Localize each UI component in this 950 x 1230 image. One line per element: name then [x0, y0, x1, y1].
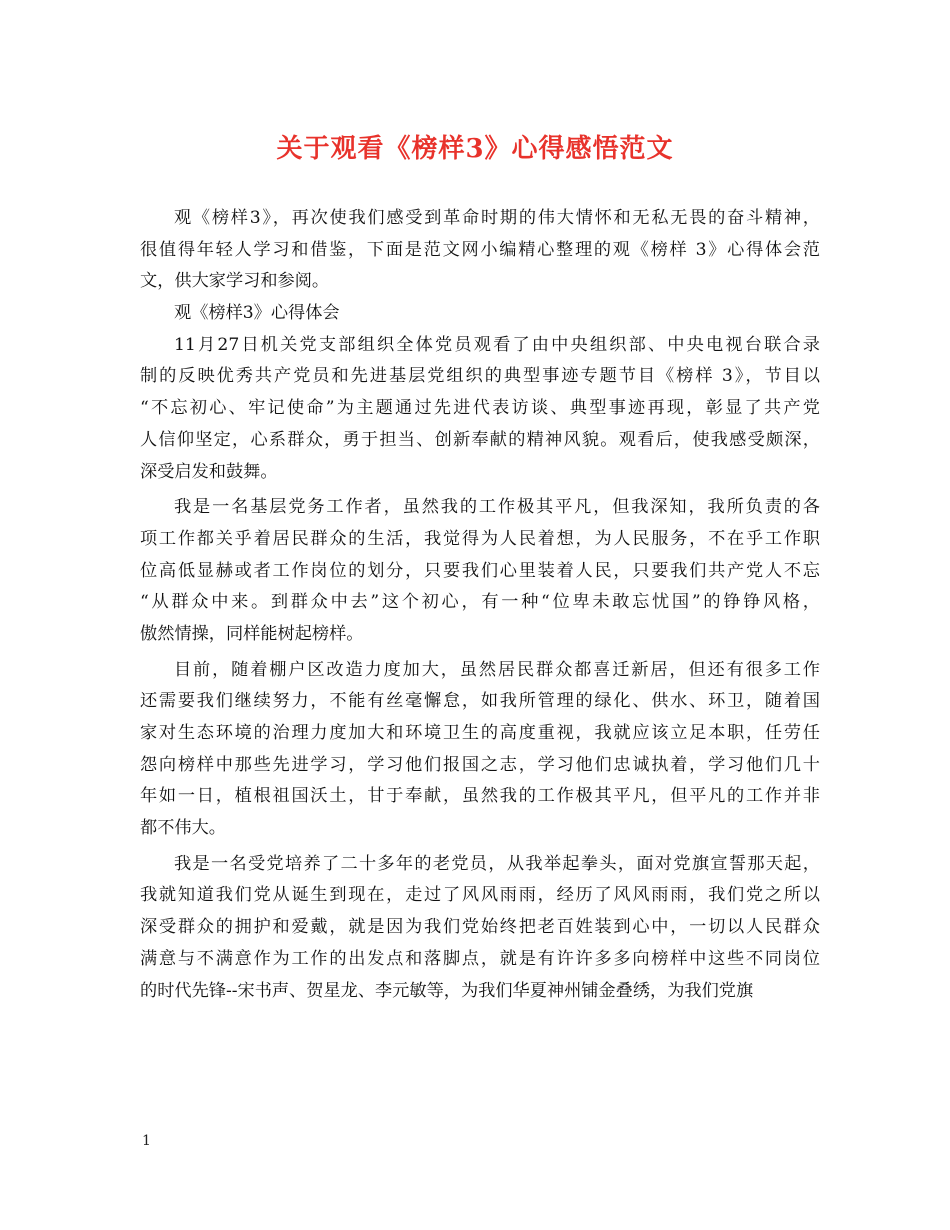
text-line: 位高低显赫或者工作岗位的划分，只要我们心里装着人民，只要我们共产党人不忘 [140, 560, 820, 581]
text-line: “不忘初心、牢记使命”为主题通过先进代表访谈、典型事迹再现，彰显了共产党 [140, 398, 820, 419]
text-line: 目前，随着棚户区改造力度加大，虽然居民群众都喜迁新居，但还有很多工作 [174, 659, 820, 680]
text-line: 深受启发和鼓舞。 [140, 461, 278, 482]
text-line: 还需要我们继续努力，不能有丝毫懈怠，如我所管理的绿化、供水、环卫，随着国 [140, 691, 820, 712]
text-line: 文，供大家学习和参阅。 [140, 271, 330, 292]
text-line: 年如一日，植根祖国沃土，甘于奉献，虽然我的工作极其平凡，但平凡的工作并非 [140, 786, 820, 807]
text-line: 傲然情操，同样能树起榜样。 [140, 623, 364, 644]
text-line: 观《榜样3》心得体会 [174, 303, 340, 324]
paragraph [140, 330, 820, 488]
paragraph [140, 849, 820, 1007]
text-line: 制的反映优秀共产党员和先进基层党组织的典型事迹专题节目《榜样 3》，节目以 [140, 366, 820, 387]
text-line: 我是一名基层党务工作者，虽然我的工作极其平凡，但我深知，我所负责的各 [174, 497, 820, 518]
text-line: 怨向榜样中那些先进学习，学习他们报国之志，学习他们忠诚执着，学习他们几十 [140, 754, 820, 775]
text-line: 的时代先锋--宋书声、贺星龙、李元敏等，为我们华夏神州铺金叠绣，为我们党旗 [140, 980, 754, 1001]
text-line: 我是一名受党培养了二十多年的老党员，从我举起拳头，面对党旗宣誓那天起， [174, 853, 820, 874]
paragraph [140, 298, 820, 330]
text-line: 11月27日机关党支部组织全体党员观看了由中央组织部、中央电视台联合录 [174, 334, 820, 355]
document-body [140, 203, 820, 1007]
text-line: 观《榜样3》，再次使我们感受到革命时期的伟大情怀和无私无畏的奋斗精神， [174, 208, 820, 228]
text-line: 都不伟大。 [140, 818, 226, 839]
text-line: 满意与不满意作为工作的出发点和落脚点，就是有许许多多向榜样中这些不同岗位 [140, 948, 820, 969]
text-line: 家对生态环境的治理力度加大和环境卫生的高度重视，我就应该立足本职，任劳任 [140, 723, 820, 743]
page-number: 1 [142, 1133, 151, 1149]
text-line: 人信仰坚定，心系群众，勇于担当、创新奉献的精神风貌。观看后，使我感受颇深， [140, 429, 820, 450]
text-line: 我就知道我们党从诞生到现在，走过了风风雨雨，经历了风风雨雨，我们党之所以 [140, 885, 820, 906]
text-line: 很值得年轻人学习和借鉴，下面是范文网小编精心整理的观《榜样 3》心得体会范 [140, 239, 820, 260]
text-line: “从群众中来。到群众中去”这个初心，有一种“位卑未敢忘忧国”的铮铮风格， [140, 592, 820, 613]
paragraph [140, 655, 820, 845]
paragraph [140, 203, 820, 298]
paragraph [140, 492, 820, 650]
text-line: 深受群众的拥护和爱戴，就是因为我们党始终把老百姓装到心中，一切以人民群众 [140, 917, 820, 938]
document-title: 关于观看《榜样3》心得感悟范文 [276, 134, 674, 164]
text-line: 项工作都关乎着居民群众的生活，我觉得为人民着想，为人民服务，不在乎工作职 [140, 528, 820, 549]
